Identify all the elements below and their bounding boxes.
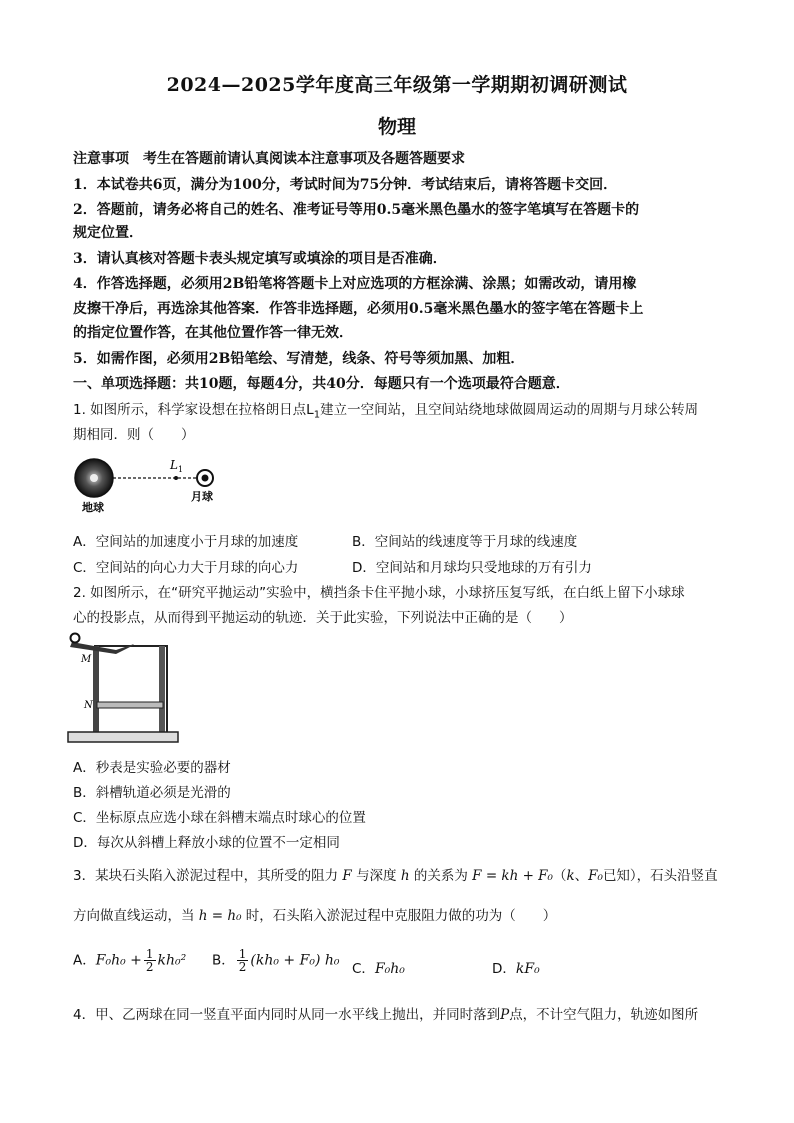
q3-option-a-label: A． [73, 952, 96, 969]
q3-text-2: 与深度 [356, 868, 397, 884]
q4-sym-p: P [500, 1007, 510, 1023]
q1-stem-line1 [73, 398, 733, 421]
notice-line-8: 5．如需作图，必须用2B铅笔绘、写清楚，线条、符号等须加黑、加粗． [73, 351, 525, 367]
notice-line-3: 规定位置． [73, 225, 143, 241]
moon-label: 月球 [191, 490, 213, 503]
section-heading: 一、单项选择题：共10题，每题4分，共40分．每题只有一个选项最符合题意． [73, 376, 570, 392]
q3-stem-line1 [73, 864, 733, 884]
q4-stem-line1 [73, 1003, 733, 1023]
l1-label-sub: 1 [178, 465, 184, 474]
q3-option-b-expr: (kh₀ + F₀) h₀ [250, 952, 340, 969]
q1-stem-head: 1. 如图所示，科学家设想在拉格朗日点L [73, 402, 314, 418]
q1-earth-moon-figure [70, 455, 250, 517]
notice-line-2: 2．答题前，请务必将自己的姓名、准考证号等用0.5毫米黑色墨水的签字笔填写在答题卡的 [73, 202, 640, 218]
notice-line-5: 4．作答选择题，必须用2B铅笔将答题卡上对应选项的方框涂满、涂黑；如需改动，请用橡 [73, 276, 637, 292]
subject-title: 物理 [377, 116, 416, 138]
chute [70, 642, 134, 654]
q3-text-4: （ [552, 868, 567, 884]
q3-sym-f0: F₀ [588, 868, 603, 884]
board-frame [95, 646, 167, 734]
q3-option-c-expr: F₀h₀ [374, 961, 405, 977]
q3-text-8: 时，石头陷入淤泥过程中克服阻力做的功为（ ） [245, 908, 557, 924]
q1-option-a[interactable]: A．空间站的加速度小于月球的加速度 [73, 534, 299, 550]
q3-text-6: 已知），石头沿竖直 [602, 868, 718, 884]
q1-option-d[interactable]: D．空间站和月球均只受地球的万有引力 [352, 560, 592, 576]
notice-heading: 注意事项 考生在答题前请认真阅读本注意事项及各题答题要求 [73, 151, 465, 167]
q2-apparatus-figure [66, 632, 182, 744]
q3-text-7: 方向做直线运动，当 [73, 908, 195, 924]
q3-option-c-label: C． [352, 961, 375, 977]
notice-line-4: 3．请认真核对答题卡表头规定填写或填涂的项目是否准确． [73, 251, 447, 267]
q1-stem-line2: 期相同．则（ ） [73, 427, 195, 443]
q3-sym-f: F [342, 868, 352, 884]
label-m: M [81, 654, 92, 665]
q3-text-3: 的关系为 [413, 868, 468, 884]
q2-stem-line2: 心的投影点，从而得到平抛运动的轨迹．关于此实验，下列说法中正确的是（ ） [73, 610, 573, 626]
q2-option-b[interactable]: B．斜槽轨道必须是光滑的 [73, 785, 231, 801]
q3-option-a-expr2: kh₀² [157, 952, 187, 969]
q3-option-c[interactable] [352, 957, 405, 977]
stop-bar [97, 702, 163, 708]
q3-option-a[interactable] [73, 948, 186, 973]
q3-option-d-expr: kF₀ [515, 961, 540, 977]
q3-text-5: 、 [574, 868, 589, 884]
q3-option-d[interactable] [492, 957, 540, 977]
ball [71, 634, 80, 643]
q4-text-1: 4．甲、乙两球在同一竖直平面内同时从同一水平线上抛出，并同时落到 [73, 1007, 501, 1023]
q3-option-a-expr1: F₀h₀ + [95, 952, 142, 969]
q2-option-a[interactable]: A．秒表是实验必要的器材 [73, 760, 231, 776]
q2-option-c[interactable]: C．坐标原点应选小球在斜槽末端点时球心的位置 [73, 810, 366, 826]
q3-option-d-label: D． [492, 961, 516, 977]
notice-line-1: 1．本试卷共6页，满分为100分，考试时间为75分钟．考试结束后，请将答题卡交回． [73, 177, 618, 193]
q3-option-a-frac: $\frac{1}{2}$ [145, 947, 154, 974]
q3-text-1: 3．某块石头陷入淤泥过程中，其所受的阻力 [73, 868, 339, 884]
notice-line-6: 皮擦干净后，再选涂其他答案．作答非选择题，必须用0.5毫米黑色墨水的签字笔在答题卡上 [73, 301, 644, 317]
q3-sym-h: h [400, 868, 410, 884]
q2-option-d[interactable]: D．每次从斜槽上释放小球的位置不一定相同 [73, 835, 340, 851]
q3-option-b-label: B． [212, 952, 235, 969]
exam-title: 2024—2025学年度高三年级第一学期期初调研测试 [166, 74, 628, 96]
q1-stem-tail: 建立一空间站，且空间站绕地球做圆周运动的周期与月球公转周 [320, 402, 699, 418]
l1-label: L [170, 458, 178, 472]
earth-label: 地球 [82, 501, 104, 514]
baseboard [68, 732, 178, 742]
q2-stem-line1: 2. 如图所示，在“研究平抛运动”实验中，横挡条卡住平抛小球，小球挤压复写纸，在白纸上留下小球球 [73, 585, 685, 601]
q4-text-2: 点，不计空气阻力，轨迹如图所 [509, 1007, 699, 1023]
q3-formula: F = kh + F₀ [472, 868, 553, 884]
q3-condition: h = h₀ [198, 908, 242, 924]
notice-line-7: 的指定位置作答，在其他位置作答一律无效． [73, 325, 353, 341]
q3-sym-k: k [566, 868, 575, 884]
label-n: N [84, 700, 93, 711]
q1-stem-sub: 1 [313, 409, 321, 421]
l1-point [174, 476, 178, 480]
q3-stem-line2 [73, 904, 733, 924]
q1-option-c[interactable]: C．空间站的向心力大于月球的向心力 [73, 560, 299, 576]
q1-option-b[interactable]: B．空间站的线速度等于月球的线速度 [352, 534, 578, 550]
q3-option-b[interactable] [212, 948, 339, 973]
q3-option-b-frac: $\frac{1}{2}$ [238, 947, 247, 974]
